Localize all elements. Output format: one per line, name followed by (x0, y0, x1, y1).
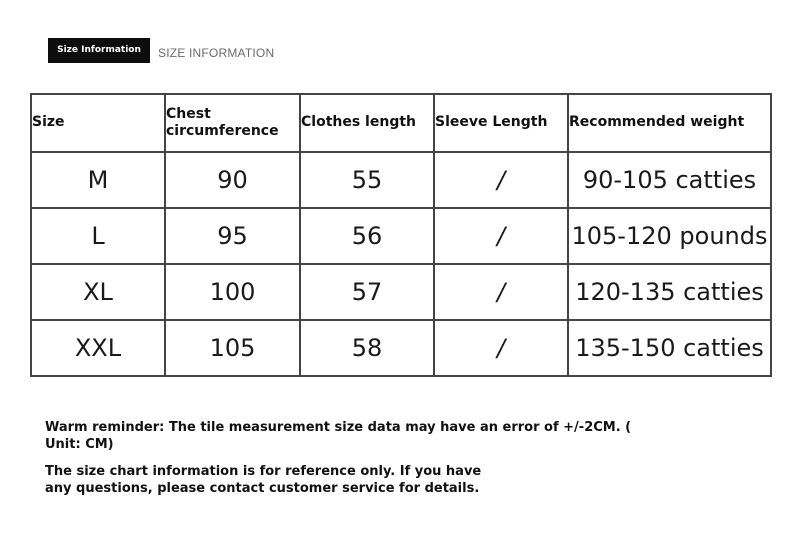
size-information-caption: SIZE INFORMATION (158, 46, 275, 60)
cell-length: 57 (300, 264, 434, 320)
reference-disclaimer-note: The size chart information is for reference only. If you have any questions, please contact customer service for details. (45, 464, 482, 496)
table-header-row (31, 94, 771, 152)
cell-size: M (31, 152, 165, 208)
cell-length: 56 (300, 208, 434, 264)
header-chest-circumference: Chest circumference (165, 94, 300, 152)
cell-sleeve: / (434, 208, 568, 264)
header-recommended-weight: Recommended weight (568, 94, 771, 152)
cell-sleeve: / (434, 320, 568, 376)
cell-size: XL (31, 264, 165, 320)
cell-weight: 90-105 catties (568, 152, 771, 208)
table-row (31, 152, 771, 208)
cell-chest: 100 (165, 264, 300, 320)
table-row (31, 320, 771, 376)
cell-chest: 90 (165, 152, 300, 208)
cell-size: XXL (31, 320, 165, 376)
cell-length: 55 (300, 152, 434, 208)
size-information-badge: Size Information (48, 38, 150, 63)
cell-sleeve: / (434, 264, 568, 320)
cell-weight: 120-135 catties (568, 264, 771, 320)
table-row (31, 264, 771, 320)
cell-weight: 105-120 pounds (568, 208, 771, 264)
table-row (31, 208, 771, 264)
header-clothes-length: Clothes length (300, 94, 434, 152)
cell-length: 58 (300, 320, 434, 376)
header-size: Size (31, 94, 165, 152)
header-sleeve-length: Sleeve Length (434, 94, 568, 152)
cell-chest: 105 (165, 320, 300, 376)
warm-reminder-note: Warm reminder: The tile measurement size data may have an error of +/-2CM. ( Unit: CM) (45, 420, 632, 452)
cell-size: L (31, 208, 165, 264)
cell-chest: 95 (165, 208, 300, 264)
cell-weight: 135-150 catties (568, 320, 771, 376)
size-chart-table (30, 93, 772, 377)
cell-sleeve: / (434, 152, 568, 208)
